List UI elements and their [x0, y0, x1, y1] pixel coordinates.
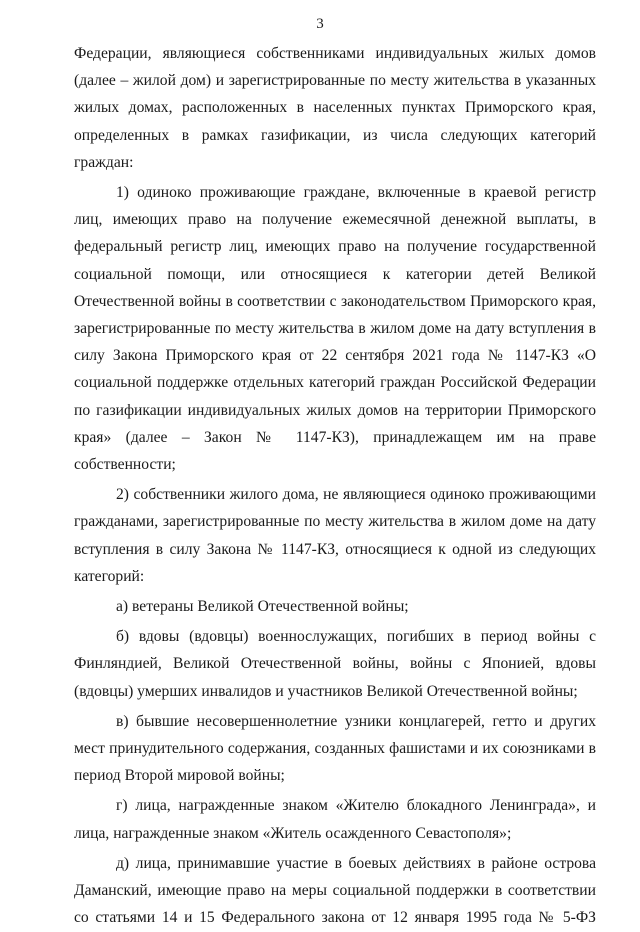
paragraph-subitem-a: а) ветераны Великой Отечественной войны; — [116, 598, 409, 616]
paragraph-subitem-b: б) вдовы (вдовцы) военнослужащих, погибших в период войны с Финляндией, Великой Отечественной войны, войны с Японией, вдовы (вдовцы) умерших инвалидов и участников Великой Отечественной войны; — [74, 628, 596, 700]
page-number: 3 — [316, 16, 324, 32]
paragraph-intro-continuation: Федерации, являющиеся собственниками индивидуальных жилых домов (далее – жилой дом) и зарегистрированные по месту жительства в указанных жилых домах, расположенных в населенных пунктах Приморского края, определенных в рамках газификации, из числа следующих категорий граждан: — [74, 45, 596, 171]
paragraph-subitem-v: в) бывшие несовершеннолетние узники концлагерей, гетто и других мест принудительного содержания, созданных фашистами и их союзниками в период Второй мировой войны; — [74, 712, 596, 785]
paragraph-item-1: 1) одиноко проживающие граждане, включенные в краевой регистр лиц, имеющих право на получение ежемесячной денежной выплаты, в федеральный регистр лиц, имеющих право на получение государственной социальной помощи, или относящиеся к категории детей Великой Отечественной войны в соответствии с законодательством Приморского края, зарегистрированные по месту жительства в жилом доме на дату вступления в силу Закона Приморского края от 22 сентября 2021 года № 1147-КЗ «О социальной поддержке отдельных категорий граждан Российской Федерации по газификации индивидуальных жилых домов на территории Приморского края» (далее – Закон № 1147-КЗ), принадлежащем им на праве собственности; — [74, 184, 596, 474]
document-body — [74, 40, 596, 932]
paragraph-subitem-d: д) лица, принимавшие участие в боевых действиях в районе острова Даманский, имеющие право на меры социальной поддержки в соответствии со статьями 14 и 15 Федерального закона от 12 января 1995 года № 5-ФЗ — [74, 854, 596, 927]
paragraph-subitem-g: г) лица, награжденные знаком «Жителю блокадного Ленинграда», и лица, награжденные знаком «Житель осажденного Севастополя»; — [74, 797, 596, 842]
paragraph-item-2: 2) собственники жилого дома, не являющиеся одиноко проживающими гражданами, зарегистрированные по месту жительства в жилом доме на дату вступления в силу Закона № 1147-КЗ, относящиеся к одной из следующих категорий: — [74, 486, 596, 585]
